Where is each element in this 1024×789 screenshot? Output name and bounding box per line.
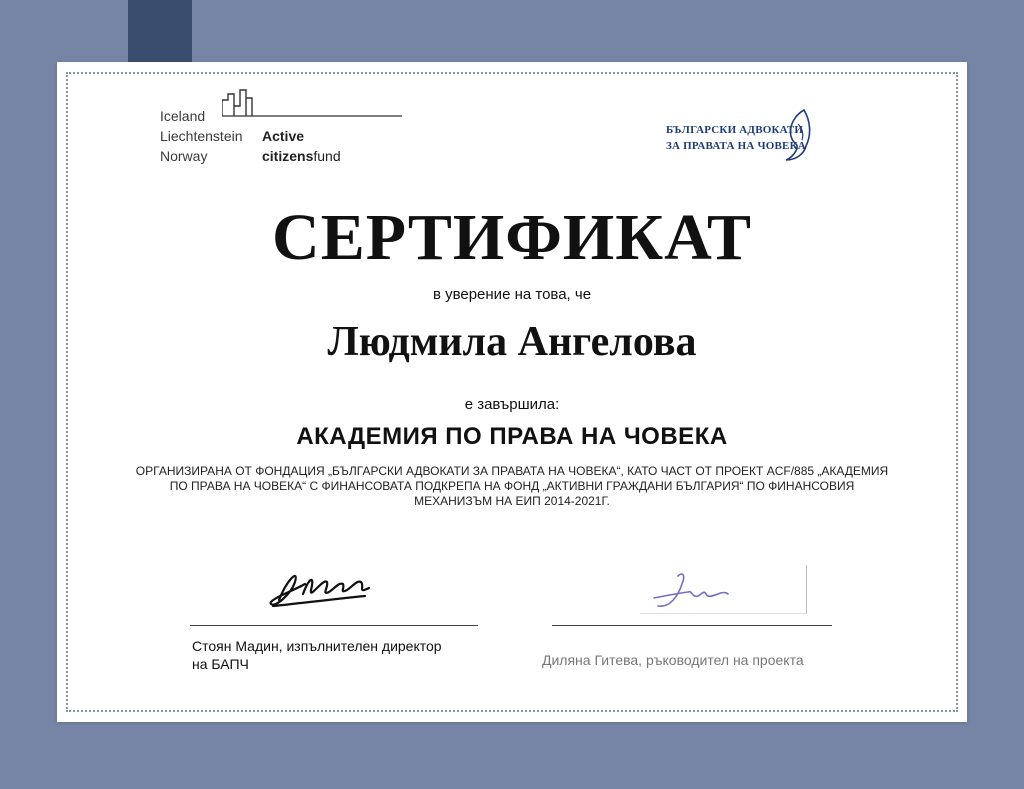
course-description: ОРГАНИЗИРАНА ОТ ФОНДАЦИЯ „БЪЛГАРСКИ АДВОКАТИ ЗА ПРАВАТА НА ЧОВЕКА“, КАТО ЧАСТ ОТ ПРОЕКТ ACF/885 „АКАДЕМИЯ ПО ПРАВА НА ЧОВЕКА“ С ФИНАНСОВАТА ПОДКРЕПА НА ФОНД „АКТИВНИ ГРАЖДАНИ БЪЛГАРИЯ“ ПО ФИНАНСОВИЯ МЕХАНИЗЪМ НА ЕИП 2014-2021Г.	[135, 464, 889, 508]
active-citizens-fund-logo	[160, 88, 410, 178]
manager-signature	[648, 568, 738, 612]
recipient-name: Людмила Ангелова	[327, 319, 697, 365]
signer-left	[192, 637, 512, 673]
country-norway: Norway	[160, 148, 208, 164]
signature-line-left	[190, 625, 478, 626]
subtitle: в уверение на това, че	[432, 286, 592, 303]
completed-label: е завършила:	[464, 396, 560, 413]
director-signature	[265, 560, 385, 614]
signer-left-line-1: Стоян Мадин, изпълнителен директор	[192, 638, 442, 654]
signer-left-line-2: на БАПЧ	[192, 656, 249, 672]
bapch-logo	[662, 108, 812, 170]
bapch-line-2: ЗА ПРАВАТА НА ЧОВЕКА	[666, 140, 806, 152]
fund-line-citizens	[262, 148, 341, 164]
dove-icon	[782, 108, 812, 168]
certificate-title: СЕРТИФИКАТ	[272, 201, 752, 274]
fund-word-citizens: citizens	[262, 148, 314, 164]
fund-line-active: Active	[262, 128, 305, 144]
bapch-line-1: БЪЛГАРСКИ АДВОКАТИ	[666, 124, 804, 136]
country-liechtenstein: Liechtenstein	[160, 128, 243, 144]
signature-line-right	[552, 625, 832, 626]
course-title: АКАДЕМИЯ ПО ПРАВА НА ЧОВЕКА	[296, 423, 728, 450]
country-iceland: Iceland	[160, 108, 206, 124]
signer-right: Диляна Гитева, ръководител на проекта	[542, 652, 804, 668]
city-skyline-icon	[222, 88, 402, 120]
fund-word-fund: fund	[313, 148, 341, 164]
